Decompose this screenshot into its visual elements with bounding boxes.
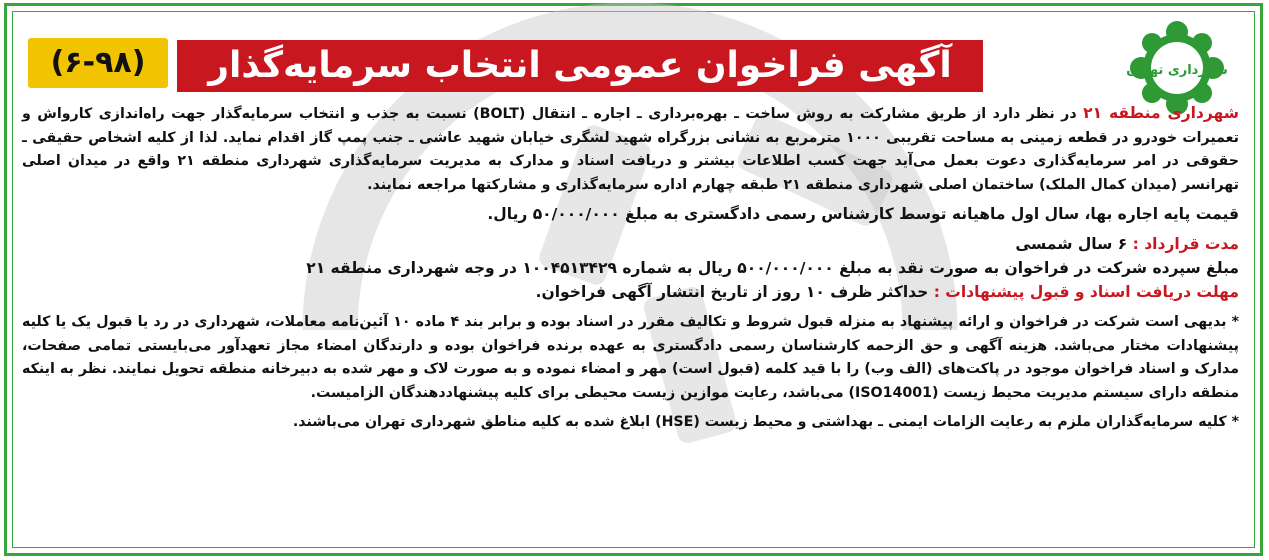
logo-lettering: شهرداری تهران (1126, 63, 1228, 78)
org-name: شهرداری منطقه ۲۱ (1083, 104, 1239, 122)
deadline-label: مهلت دریافت اسناد و قبول پیشنهادات : (933, 282, 1239, 301)
intro-paragraph (22, 102, 1239, 197)
notice-number-badge: (۶-۹۸) (28, 38, 168, 88)
duration-label: مدت قرارداد : (1132, 234, 1239, 253)
note-hse: * کلیه سرمایه‌گذاران ملزم به رعایت الزامات ایمنی ـ بهداشتی و محیط زیست (HSE) ابلاغ شده به کلیه مناطق شهرداری تهران می‌باشند. (292, 414, 1239, 430)
duration-line (22, 233, 1239, 258)
price-line: قیمت پایه اجاره بها، سال اول ماهیانه توسط کارشناس رسمی دادگستری به مبلغ ۵۰/۰۰۰/۰۰۰ ریال. (487, 205, 1239, 223)
notice-title: آگهی فراخوان عمومی انتخاب سرمایه‌گذار (177, 40, 983, 92)
note-conditions: * بدیهی است شرکت در فراخوان و ارائه پیشنهاد به منزله قبول شروط و تکالیف مقرر در اسناد بوده و برابر بند ۴ ماده ۱۰ آئین‌نامه معاملات، شهرداری در رد یا قبول یک یا کلیه پیشنهادات مختار می‌باشد. هزینه آگهی و حق الزحمه کارشناسان رسمی دادگستری به عهده برنده فراخوان بوده و دارندگان امضاء مجاز تعهدآور می‌بایستی تمامی صفحات، مدارک و اسناد فراخوان موجود در پاکت‌های (الف وب) را با قید کلمه (قبول است) مهر و امضاء نموده و به صورت لاک و مهر شده به دبیرخانه منطقه تحویل نمایند. نظر به اینکه منطقه دارای سیستم مدیریت محیط زیست (ISO14001) می‌باشد، رعایت موازین زیست محیطی برای کلیه پیشنهاددهندگان الزامیست. (22, 314, 1240, 401)
deadline-value: حداکثر ظرف ۱۰ روز از تاریخ انتشار آگهی فراخوان. (535, 282, 934, 301)
duration-value: ۶ سال شمسی (1015, 234, 1133, 253)
deadline-line (22, 281, 1239, 306)
notice-body (22, 102, 1239, 435)
deposit-line: مبلغ سپرده شرکت در فراخوان به صورت نقد به مبلغ ۵۰۰/۰۰۰/۰۰۰ ریال به شماره ۱۰۰۴۵۱۳۴۲۹ در وجه شهرداری منطقه ۲۱ (306, 259, 1239, 277)
intro-text: در نظر دارد از طریق مشارکت به روش ساخت ـ بهره‌برداری ـ اجاره ـ انتقال (BOLT) نسبت به جذب و انتخاب سرمایه‌گذار جهت راه‌اندازی کارواش و تعمیرات خودرو در قطعه زمینی به مساحت تقریبی ۱۰۰۰ مترمربع به نشانی بزرگراه شهید لشگری خیابان شهید عاشی ـ جنب پمپ گاز اقدام نماید. لذا از کلیه اشخاص حقیقی ـ حقوقی در امر سرمایه‌گذاری دعوت بعمل می‌آید جهت کسب اطلاعات بیشتر و دریافت اسناد و مدارک به مدیریت سرمایه‌گذاری شهرداری منطقه ۲۱ واقع در میدان اصلی تهرانسر (میدان کمال الملک) ساختمان اصلی شهرداری منطقه ۲۱ طبقه چهارم اداره سرمایه‌گذاری و مشارکتها مراجعه نمایند. (22, 106, 1239, 193)
